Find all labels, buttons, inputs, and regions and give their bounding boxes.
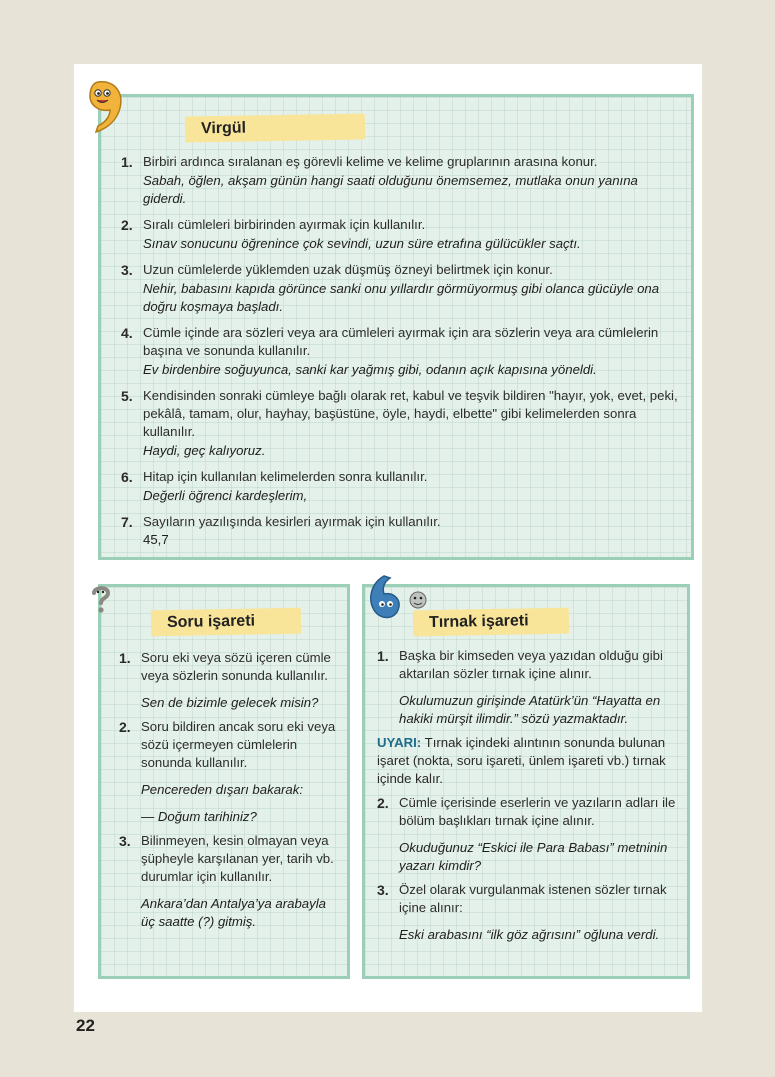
tirnak-example-2: Okuduğunuz “Eskici ile Para Babası” metninin yazarı kimdir? — [399, 840, 668, 873]
soru-list — [119, 649, 341, 937]
tirnak-item-1: 1. Başka bir kimseden veya yazıdan olduğu gibi aktarılan sözler tırnak içine alınır. Okulumuzun girişinde Atatürk’ün “Hayatta en hakiki mürşit ilimdir.” sözü yazmaktadır. — [377, 647, 685, 728]
virgul-item-5: 5. Kendisinden sonraki cümleye bağlı olarak ret, kabul ve teşvik bildiren "hayır, yok, evet, peki, pekâlâ, tamam, olur, hayhay, başüstüne, öyle, haydi, elbette" gibi kelimelerden sonra kullanılır. Haydi, geç kalıyoruz. — [121, 387, 681, 460]
tirnak-example-1: Okulumuzun girişinde Atatürk’ün “Hayatta en hakiki mürşit ilimdir.” sözü yazmaktadır. — [399, 693, 661, 726]
warning-label: UYARI: — [377, 735, 422, 750]
quote-mascot-icon — [362, 570, 428, 630]
soru-item-3: 3. Bilinmeyen, kesin olmayan veya şüpheyle karşılanan yer, tarih vb. durumlar için kullanılır. Ankara’dan Antalya’ya arabayla üç saatte (?) gitmiş. — [119, 832, 341, 931]
virgul-item-6: 6. Hitap için kullanılan kelimelerden sonra kullanılır. Değerli öğrenci kardeşlerim, — [121, 468, 681, 505]
soru-item-1: 1. Soru eki veya sözü içeren cümle veya sözlerin sonunda kullanılır. Sen de bizimle gelecek misin? — [119, 649, 341, 712]
question-mark-mascot-icon — [90, 584, 112, 614]
virgul-item-4: 4. Cümle içinde ara sözleri veya ara cümleleri ayırmak için ara sözlerin veya ara cümlelerin başına ve sonunda kullanılır. Ev birdenbire soğuyunca, sanki kar yağmış gibi, odanın açık kapısına yöneldi. — [121, 324, 681, 379]
virgul-example-3: Nehir, babasını kapıda görünce sanki onu yıllardır görmüyormuş gibi olanca gücüyle ona doğru koşmaya başladı. — [143, 281, 660, 314]
virgul-example-1: Sabah, öğlen, akşam günün hangi saati olduğunu önemsemez, mutlaka onun yanına giderdi. — [143, 173, 638, 206]
tirnak-list — [377, 647, 685, 950]
soru-example-2b: — Doğum tarihiniz? — [141, 809, 257, 824]
soru-example-2: Pencereden dışarı bakarak: — [141, 782, 304, 797]
warning-text: Tırnak içindeki alıntının sonunda bulunan işaret (nokta, soru işareti, ünlem işareti vb.) tırnak içinde kalır. — [377, 735, 666, 786]
comma-mascot-icon — [84, 78, 128, 134]
tirnak-warning — [377, 734, 685, 788]
tirnak-item-2: 2. Cümle içerisinde eserlerin ve yazıların adları ile bölüm başlıkları tırnak içine alınır. Okuduğunuz “Eskici ile Para Babası” metninin yazarı kimdir? — [377, 794, 685, 875]
soru-title: Soru işareti — [151, 608, 301, 637]
virgul-example-6: Değerli öğrenci kardeşlerim, — [143, 488, 308, 503]
virgul-item-3: 3. Uzun cümlelerde yüklemden uzak düşmüş özneyi belirtmek için konur. Nehir, babasını kapıda görünce sanki onu yıllardır görmüyormuş gibi olanca gücüyle ona doğru koşmaya başladı. — [121, 261, 681, 316]
soru-item-2: 2. Soru bildiren ancak soru eki veya sözü içermeyen cümlelerin sonunda kullanılır. Pencereden dışarı bakarak: — Doğum tarihiniz? — [119, 718, 341, 826]
virgul-example-2: Sınav sonucunu öğrenince çok sevindi, uzun süre etrafına gülücükler saçtı. — [143, 236, 581, 251]
virgul-example-7: 45,7 — [143, 532, 169, 547]
soru-example-1: Sen de bizimle gelecek misin? — [141, 695, 319, 710]
tirnak-item-3: 3. Özel olarak vurgulanmak istenen sözler tırnak içine alınır: Eski arabasını “ilk göz ağrısını” oğluna verdi. — [377, 881, 685, 944]
soru-example-3: Ankara’dan Antalya’ya arabayla üç saatte (?) gitmiş. — [141, 896, 326, 929]
virgul-example-4: Ev birdenbire soğuyunca, sanki kar yağmış gibi, odanın açık kapısına yöneldi. — [143, 362, 597, 377]
virgul-example-5: Haydi, geç kalıyoruz. — [143, 443, 266, 458]
soru-box — [98, 584, 350, 979]
tirnak-example-3: Eski arabasını “ilk göz ağrısını” oğluna verdi. — [399, 927, 660, 942]
virgul-list — [121, 153, 681, 557]
virgul-item-7: 7. Sayıların yazılışında kesirleri ayırmak için kullanılır. 45,7 — [121, 513, 681, 549]
virgul-item-1: 1. Birbiri ardınca sıralanan eş görevli kelime ve kelime gruplarının arasına konur. Sabah, öğlen, akşam günün hangi saati olduğunu önemsemez, mutlaka onun yanına giderdi. — [121, 153, 681, 208]
textbook-page — [74, 64, 702, 1012]
virgul-box — [98, 94, 694, 560]
virgul-item-2: 2. Sıralı cümleleri birbirinden ayırmak için kullanılır. Sınav sonucunu öğrenince çok sevindi, uzun süre etrafına gülücükler saçtı. — [121, 216, 681, 253]
tirnak-title: Tırnak işareti — [413, 608, 569, 637]
virgul-title: Virgül — [185, 113, 365, 142]
tirnak-box — [362, 584, 690, 979]
page-number: 22 — [76, 1016, 95, 1035]
